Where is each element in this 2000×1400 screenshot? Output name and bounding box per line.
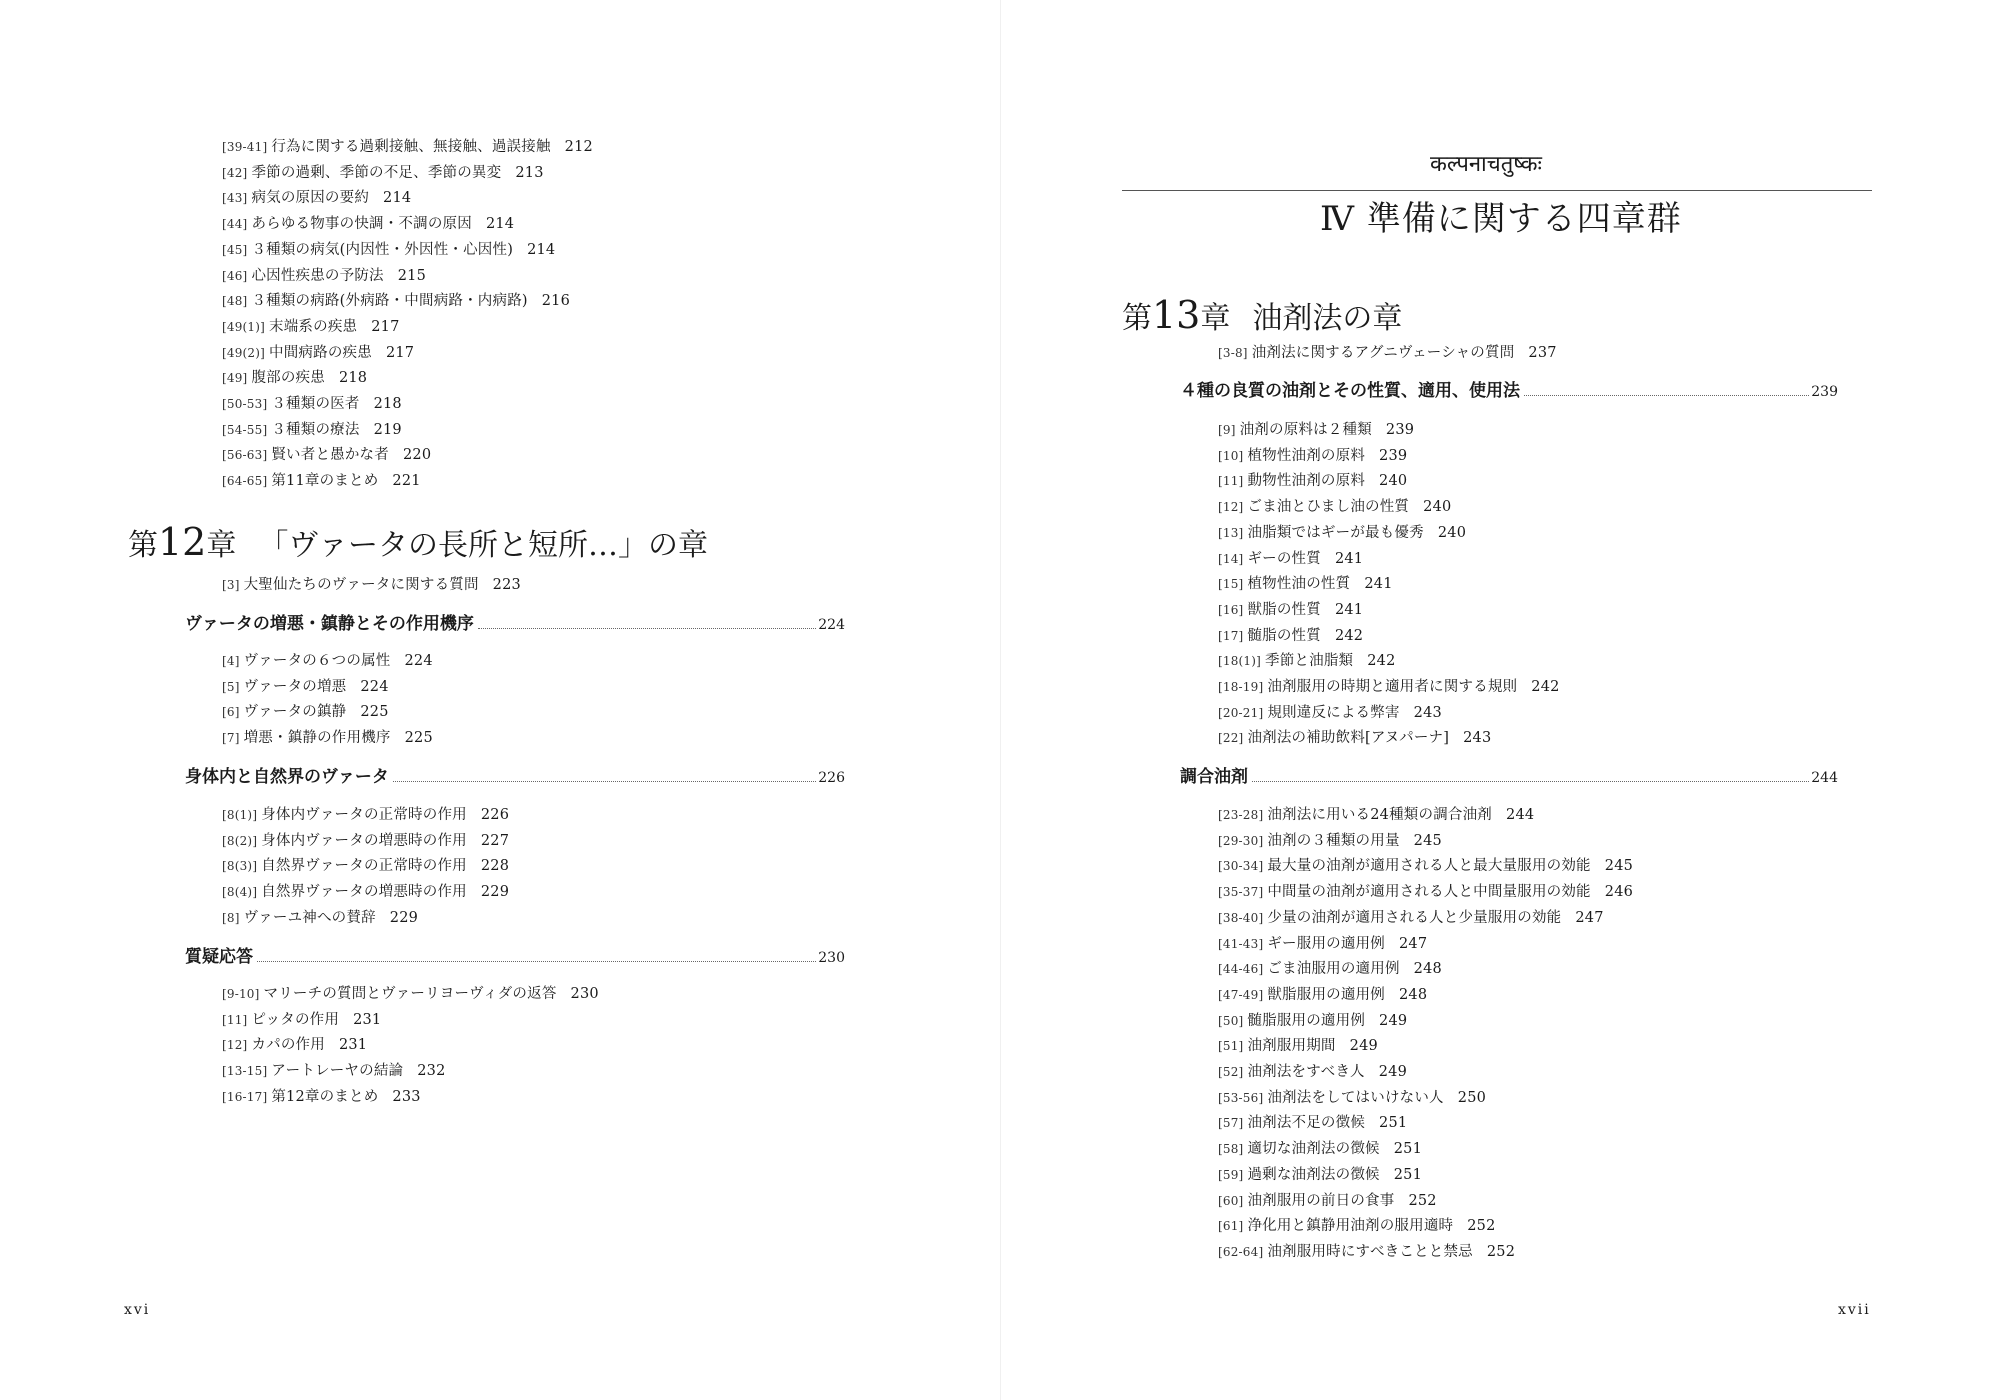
entry-verse-number: [18-19] — [1218, 680, 1264, 694]
entry-title: 身体内ヴァータの正常時の作用 — [261, 807, 467, 823]
entry-title: ヴァータの増悪 — [243, 679, 347, 695]
entry-verse-number: [59] — [1218, 1168, 1244, 1182]
entry-verse-number: [11] — [1218, 474, 1244, 488]
entry-verse-number: [29-30] — [1218, 834, 1264, 848]
toc-entry — [1218, 856, 1633, 876]
chapter-suffix: 章 — [1200, 301, 1231, 336]
entry-title: 植物性油の性質 — [1247, 576, 1351, 592]
toc-entry — [222, 317, 400, 337]
section-page: 244 — [1811, 770, 1838, 786]
toc-entry — [222, 984, 599, 1004]
entry-verse-number: [30-34] — [1218, 859, 1264, 873]
section-page: 239 — [1811, 384, 1838, 400]
entry-page-number: 213 — [515, 165, 544, 181]
entry-page-number: 249 — [1379, 1013, 1408, 1029]
entry-page-number: 249 — [1378, 1064, 1408, 1080]
toc-entry — [222, 677, 389, 697]
entry-page-number: 218 — [338, 370, 368, 386]
toc-entry — [222, 882, 509, 902]
entry-page-number: 251 — [1393, 1141, 1423, 1157]
entry-title: 過剰な油剤法の徴候 — [1247, 1167, 1380, 1183]
entry-verse-number: [42] — [222, 166, 248, 180]
toc-entry — [1218, 1165, 1422, 1185]
entry-verse-number: [8(1)] — [222, 808, 258, 822]
entry-verse-number: [17] — [1218, 629, 1244, 643]
chapter-title: 「ヴァータの長所と短所…」の章 — [258, 528, 709, 563]
entry-verse-number: [49(2)] — [222, 346, 266, 360]
entry-title: 増悪・鎮静の作用機序 — [243, 730, 391, 746]
chapter-number: 12 — [158, 520, 207, 564]
toc-entry — [222, 1010, 381, 1030]
entry-title: 腹部の疾患 — [251, 370, 325, 386]
entry-verse-number: [7] — [222, 731, 240, 745]
entry-verse-number: [54-55] — [222, 423, 268, 437]
entry-verse-number: [44-46] — [1218, 962, 1264, 976]
entry-page-number: 250 — [1457, 1090, 1487, 1106]
entry-verse-number: [15] — [1218, 577, 1244, 591]
entry-verse-number: [14] — [1218, 552, 1244, 566]
toc-entry — [1218, 497, 1451, 517]
entry-page-number: 229 — [480, 884, 510, 900]
entry-title: ヴァータの６つの属性 — [243, 653, 391, 669]
toc-entry — [1218, 651, 1396, 671]
entry-title: 自然界ヴァータの正常時の作用 — [261, 858, 467, 874]
entry-title: 髄脂服用の適用例 — [1247, 1013, 1366, 1029]
entry-page-number: 239 — [1385, 422, 1415, 438]
entry-title: 油剤法に用いる24種類の調合油剤 — [1267, 807, 1493, 823]
chapter-title: 油剤法の章 — [1252, 301, 1403, 336]
toc-entry — [222, 343, 414, 363]
entry-title: 油剤の原料は２種類 — [1239, 422, 1372, 438]
entry-verse-number: [8(3)] — [222, 859, 258, 873]
entry-verse-number: [13] — [1218, 526, 1244, 540]
toc-entry — [1218, 600, 1363, 620]
page-folio: xvi — [124, 1302, 151, 1318]
toc-entry — [222, 214, 514, 234]
entry-title: ヴァーユ神への賛辞 — [243, 910, 376, 926]
section-heading — [185, 945, 845, 970]
chapter-13-heading — [1122, 295, 1402, 339]
entry-title: 植物性油剤の原料 — [1247, 448, 1366, 464]
entry-verse-number: [49(1)] — [222, 320, 266, 334]
entry-page-number: 224 — [360, 679, 389, 695]
toc-entry — [1218, 1139, 1422, 1159]
entry-page-number: 252 — [1408, 1193, 1437, 1209]
toc-entry — [222, 240, 555, 260]
entry-page-number: 221 — [392, 473, 421, 489]
toc-entry — [222, 575, 521, 595]
dot-leader — [393, 781, 816, 782]
entry-page-number: 248 — [1398, 987, 1428, 1003]
entry-page-number: 251 — [1393, 1167, 1423, 1183]
chapter-12-heading — [128, 522, 708, 566]
entry-page-number: 214 — [527, 242, 556, 258]
entry-page-number: 231 — [338, 1037, 368, 1053]
entry-page-number: 229 — [389, 910, 419, 926]
entry-page-number: 228 — [480, 858, 510, 874]
section-heading — [1180, 379, 1838, 404]
entry-verse-number: [23-28] — [1218, 808, 1264, 822]
entry-page-number: 247 — [1398, 936, 1428, 952]
toc-entry — [1218, 626, 1363, 646]
entry-title: ３種類の病気(内因性・外因性・心因性) — [251, 242, 514, 258]
entry-title: 行為に関する過剰接触、無接触、過誤接触 — [271, 139, 551, 155]
toc-entry — [222, 188, 411, 208]
entry-verse-number: [18(1)] — [1218, 654, 1262, 668]
entry-page-number: 220 — [402, 447, 432, 463]
dot-leader — [257, 961, 816, 962]
entry-title: ３種類の医者 — [271, 396, 360, 412]
entry-verse-number: [50] — [1218, 1014, 1244, 1028]
entry-verse-number: [48] — [222, 294, 248, 308]
entry-title: 中間病路の疾患 — [269, 345, 372, 361]
entry-verse-number: [43] — [222, 191, 248, 205]
entry-title: 第12章のまとめ — [271, 1089, 379, 1105]
entry-page-number: 215 — [397, 268, 427, 284]
page-folio: xvii — [1838, 1302, 1871, 1318]
entry-verse-number: [45] — [222, 243, 248, 257]
entry-verse-number: [3-8] — [1218, 346, 1248, 360]
toc-entry — [1218, 805, 1534, 825]
toc-entry — [1218, 1113, 1407, 1133]
entry-page-number: 217 — [371, 319, 400, 335]
entry-title: ３種類の療法 — [271, 422, 360, 438]
entry-verse-number: [8(4)] — [222, 885, 258, 899]
entry-verse-number: [6] — [222, 705, 240, 719]
toc-entry — [222, 1087, 421, 1107]
entry-verse-number: [22] — [1218, 731, 1244, 745]
entry-title: 季節の過剰、季節の不足、季節の異変 — [251, 165, 502, 181]
entry-title: 賢い者と愚かな者 — [271, 447, 389, 463]
entry-verse-number: [62-64] — [1218, 1245, 1264, 1259]
entry-title: 獣脂の性質 — [1247, 602, 1321, 618]
entry-page-number: 214 — [485, 216, 515, 232]
toc-entry — [222, 291, 570, 311]
toc-entry — [222, 471, 421, 491]
entry-page-number: 232 — [417, 1063, 446, 1079]
toc-entry — [1218, 1088, 1486, 1108]
section-title: 質疑応答 — [185, 947, 253, 967]
entry-verse-number: [11] — [222, 1013, 248, 1027]
entry-verse-number: [39-41] — [222, 140, 268, 154]
entry-verse-number: [16-17] — [222, 1090, 268, 1104]
entry-page-number: 237 — [1528, 345, 1557, 361]
entry-page-number: 244 — [1506, 807, 1535, 823]
toc-entry — [1218, 882, 1633, 902]
entry-verse-number: [5] — [222, 680, 240, 694]
entry-verse-number: [13-15] — [222, 1064, 268, 1078]
entry-title: 病気の原因の要約 — [251, 190, 370, 206]
entry-page-number: 219 — [373, 422, 402, 438]
part-sanskrit-title: कल्पनाचतुष्कः — [1430, 152, 1542, 177]
entry-verse-number: [51] — [1218, 1039, 1244, 1053]
entry-verse-number: [56-63] — [222, 448, 268, 462]
toc-entry — [222, 831, 509, 851]
entry-verse-number: [16] — [1218, 603, 1244, 617]
toc-entry — [222, 420, 402, 440]
entry-verse-number: [9-10] — [222, 987, 260, 1001]
dot-leader — [1252, 781, 1809, 782]
entry-verse-number: [38-40] — [1218, 911, 1264, 925]
toc-entry — [1218, 831, 1442, 851]
entry-page-number: 243 — [1413, 705, 1442, 721]
entry-verse-number: [35-37] — [1218, 885, 1264, 899]
entry-page-number: 248 — [1413, 961, 1442, 977]
entry-title: アートレーヤの結論 — [271, 1063, 404, 1079]
entry-title: ピッタの作用 — [251, 1012, 340, 1028]
entry-title: 油剤服用の時期と適用者に関する規則 — [1267, 679, 1518, 695]
entry-page-number: 242 — [1367, 653, 1396, 669]
section-heading — [1180, 765, 1838, 790]
entry-page-number: 226 — [480, 807, 510, 823]
chapter-suffix: 章 — [206, 528, 237, 563]
section-title: ヴァータの増悪・鎮静とその作用機序 — [185, 614, 474, 634]
entry-verse-number: [52] — [1218, 1065, 1244, 1079]
section-title: 身体内と自然界のヴァータ — [185, 767, 389, 787]
toc-entry — [222, 805, 509, 825]
entry-title: 油剤法をしてはいけない人 — [1267, 1090, 1444, 1106]
entry-page-number: 223 — [492, 577, 521, 593]
section-page: 226 — [818, 770, 845, 786]
section-page: 230 — [818, 950, 845, 966]
entry-page-number: 242 — [1531, 679, 1560, 695]
chapter-number: 13 — [1152, 293, 1201, 337]
toc-entry — [222, 163, 544, 183]
entry-verse-number: [46] — [222, 269, 248, 283]
entry-title: 油剤服用の前日の食事 — [1247, 1193, 1395, 1209]
entry-verse-number: [44] — [222, 217, 248, 231]
entry-page-number: 216 — [541, 293, 571, 309]
entry-page-number: 245 — [1413, 833, 1442, 849]
entry-title: 油剤法不足の徴候 — [1247, 1115, 1366, 1131]
toc-entry — [222, 908, 418, 928]
toc-entry — [222, 1061, 446, 1081]
toc-entry — [1218, 523, 1466, 543]
toc-entry — [222, 702, 389, 722]
entry-title: 最大量の油剤が適用される人と最大量服用の効能 — [1267, 858, 1591, 874]
toc-entry — [1218, 959, 1442, 979]
entry-title: 油剤法に関するアグニヴェーシャの質問 — [1251, 345, 1515, 361]
entry-page-number: 227 — [480, 833, 510, 849]
entry-title: 第11章のまとめ — [271, 473, 379, 489]
entry-title: 規則違反による弊害 — [1267, 705, 1400, 721]
entry-title: 油剤の３種類の用量 — [1267, 833, 1400, 849]
entry-verse-number: [10] — [1218, 449, 1244, 463]
entry-title: 少量の油剤が適用される人と少量服用の効能 — [1267, 910, 1562, 926]
entry-verse-number: [20-21] — [1218, 706, 1264, 720]
toc-entry — [222, 394, 402, 414]
entry-page-number: 218 — [373, 396, 402, 412]
entry-page-number: 247 — [1575, 910, 1604, 926]
entry-page-number: 233 — [392, 1089, 421, 1105]
entry-title: 油剤服用期間 — [1247, 1038, 1336, 1054]
entry-page-number: 214 — [383, 190, 412, 206]
entry-page-number: 252 — [1467, 1218, 1496, 1234]
toc-entry — [1218, 1011, 1407, 1031]
entry-verse-number: [49] — [222, 371, 248, 385]
toc-entry — [1218, 1216, 1496, 1236]
toc-entry — [1218, 1036, 1378, 1056]
dot-leader — [1524, 395, 1809, 396]
entry-title: 心因性疾患の予防法 — [251, 268, 384, 284]
entry-title: ごま油とひまし油の性質 — [1247, 499, 1410, 515]
entry-title: 髄脂の性質 — [1247, 628, 1321, 644]
toc-entry — [1218, 420, 1414, 440]
toc-entry — [222, 728, 433, 748]
toc-entry — [222, 445, 431, 465]
entry-verse-number: [8(2)] — [222, 834, 258, 848]
entry-page-number: 246 — [1604, 884, 1634, 900]
section-title: ４種の良質の油剤とその性質、適用、使用法 — [1180, 381, 1520, 401]
entry-page-number: 224 — [404, 653, 433, 669]
entry-title: 油脂類ではギーが最も優秀 — [1247, 525, 1424, 541]
entry-page-number: 240 — [1379, 473, 1408, 489]
entry-page-number: 212 — [564, 139, 593, 155]
toc-entry — [1218, 1062, 1407, 1082]
toc-entry — [1218, 446, 1407, 466]
entry-title: 油剤服用時にすべきことと禁忌 — [1267, 1244, 1473, 1260]
toc-entry — [222, 266, 426, 286]
entry-title: あらゆる物事の快調・不調の原因 — [251, 216, 472, 232]
toc-entry — [1218, 677, 1560, 697]
toc-entry — [222, 137, 593, 157]
entry-page-number: 245 — [1604, 858, 1634, 874]
entry-verse-number: [50-53] — [222, 397, 268, 411]
toc-entry — [1218, 1242, 1515, 1262]
entry-verse-number: [12] — [1218, 500, 1244, 514]
entry-verse-number: [8] — [222, 911, 240, 925]
toc-entry — [1218, 703, 1442, 723]
entry-page-number: 249 — [1349, 1038, 1378, 1054]
entry-title: ギー服用の適用例 — [1267, 936, 1385, 952]
part-rule — [1122, 190, 1872, 191]
entry-verse-number: [58] — [1218, 1142, 1244, 1156]
entry-title: ギーの性質 — [1247, 551, 1321, 567]
entry-verse-number: [61] — [1218, 1219, 1244, 1233]
section-heading — [185, 612, 845, 637]
entry-page-number: 241 — [1364, 576, 1393, 592]
entry-page-number: 243 — [1463, 730, 1492, 746]
entry-title: 適切な油剤法の徴候 — [1247, 1141, 1380, 1157]
toc-entry — [1218, 343, 1557, 363]
toc-entry — [222, 1035, 367, 1055]
entry-page-number: 242 — [1334, 628, 1364, 644]
toc-entry — [1218, 908, 1604, 928]
toc-entry — [222, 368, 367, 388]
entry-title: 末端系の疾患 — [269, 319, 358, 335]
toc-entry — [1218, 934, 1427, 954]
entry-verse-number: [53-56] — [1218, 1091, 1264, 1105]
dot-leader — [478, 628, 816, 629]
toc-entry — [1218, 574, 1393, 594]
entry-title: 身体内ヴァータの増悪時の作用 — [261, 833, 467, 849]
entry-title: 獣脂服用の適用例 — [1267, 987, 1385, 1003]
entry-title: 中間量の油剤が適用される人と中間量服用の効能 — [1267, 884, 1591, 900]
entry-page-number: 230 — [570, 986, 599, 1002]
entry-page-number: 251 — [1379, 1115, 1408, 1131]
entry-title: ヴァータの鎮静 — [243, 704, 347, 720]
entry-title: ３種類の病路(外病路・中間病路・内病路) — [251, 293, 528, 309]
entry-verse-number: [9] — [1218, 423, 1236, 437]
entry-title: 大聖仙たちのヴァータに関する質問 — [243, 577, 479, 593]
toc-entry — [1218, 549, 1363, 569]
entry-title: ごま油服用の適用例 — [1267, 961, 1400, 977]
entry-title: 油剤法の補助飲料[アヌパーナ] — [1247, 730, 1450, 746]
chapter-prefix: 第 — [128, 528, 158, 563]
entry-page-number: 241 — [1334, 551, 1364, 567]
chapter-prefix: 第 — [1122, 301, 1152, 336]
toc-entry — [1218, 985, 1427, 1005]
toc-entry — [1218, 728, 1491, 748]
entry-verse-number: [41-43] — [1218, 937, 1264, 951]
section-page: 224 — [818, 617, 845, 633]
entry-verse-number: [60] — [1218, 1194, 1244, 1208]
entry-verse-number: [47-49] — [1218, 988, 1264, 1002]
entry-page-number: 225 — [360, 704, 389, 720]
entry-page-number: 231 — [353, 1012, 382, 1028]
entry-page-number: 240 — [1423, 499, 1452, 515]
entry-verse-number: [64-65] — [222, 474, 268, 488]
entry-verse-number: [57] — [1218, 1116, 1244, 1130]
entry-title: 浄化用と鎮静用油剤の服用適時 — [1247, 1218, 1454, 1234]
entry-page-number: 252 — [1486, 1244, 1516, 1260]
entry-title: 季節と油脂類 — [1265, 653, 1354, 669]
entry-page-number: 241 — [1334, 602, 1364, 618]
toc-entry — [222, 651, 433, 671]
entry-page-number: 217 — [385, 345, 415, 361]
entry-verse-number: [3] — [222, 578, 240, 592]
part-title: Ⅳ 準備に関する四章群 — [1320, 199, 1682, 239]
entry-page-number: 239 — [1379, 448, 1408, 464]
entry-title: マリーチの質問とヴァーリヨーヴィダの返答 — [263, 986, 557, 1002]
toc-entry — [222, 856, 509, 876]
entry-verse-number: [4] — [222, 654, 240, 668]
entry-title: 動物性油剤の原料 — [1247, 473, 1366, 489]
section-heading — [185, 765, 845, 790]
entry-title: カパの作用 — [251, 1037, 325, 1053]
entry-title: 油剤法をすべき人 — [1247, 1064, 1365, 1080]
section-title: 調合油剤 — [1180, 767, 1248, 787]
entry-title: 自然界ヴァータの増悪時の作用 — [261, 884, 467, 900]
entry-page-number: 225 — [404, 730, 433, 746]
toc-entry — [1218, 471, 1407, 491]
entry-verse-number: [12] — [222, 1038, 248, 1052]
toc-entry — [1218, 1191, 1437, 1211]
entry-page-number: 240 — [1437, 525, 1467, 541]
